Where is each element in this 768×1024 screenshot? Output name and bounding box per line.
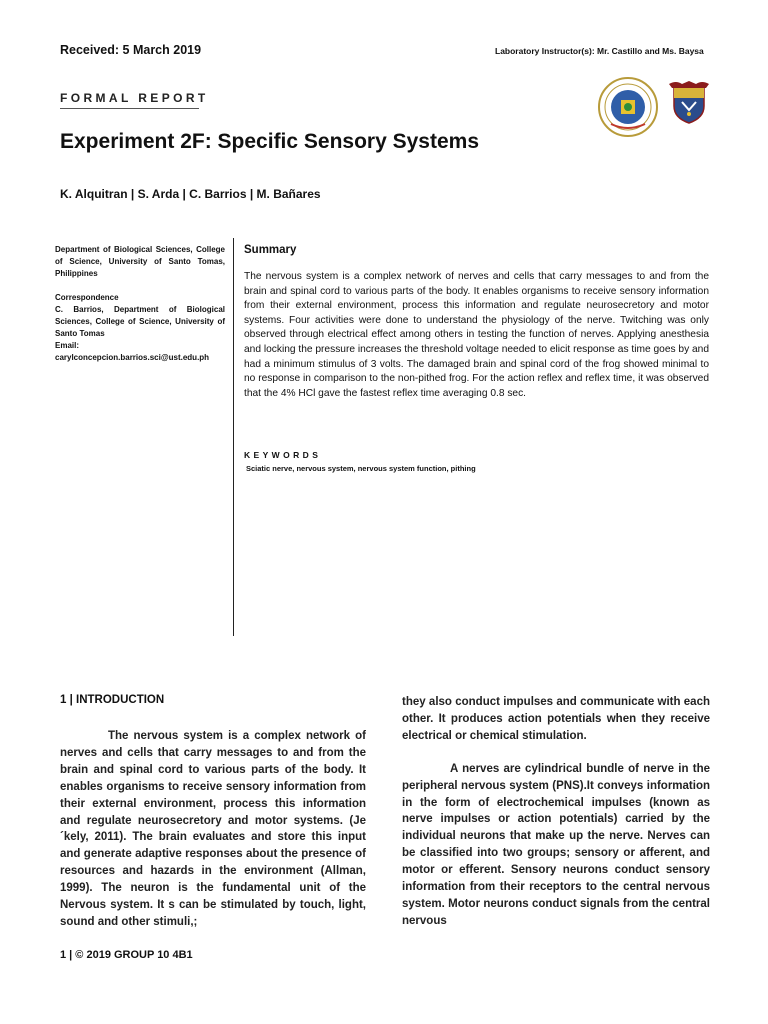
laboratory-instructors: Laboratory Instructor(s): Mr. Castillo and Ms. Baysa (495, 46, 704, 56)
report-label-underline (60, 108, 199, 109)
affiliation-block (55, 244, 225, 364)
summary-heading: Summary (244, 244, 297, 256)
university-seal-logo (597, 76, 659, 138)
report-type-label: FORMAL REPORT (60, 91, 209, 105)
received-date: Received: 5 March 2019 (60, 43, 202, 57)
introduction-paragraph-2: A nerves are cylindrical bundle of nerve in the peripheral nervous system (PNS).It conveys information in the form of electrochemical impulses (known as nerve impulses or action potentials) carried by the individual neurons that make up the nerve. Nerves can be classified into two groups; sensory or afferent, and motor or efferent. Sensory neurons conduct sensory information from their receptors to the central nervous system. Motor neurons conduct signals from the central nervous (402, 762, 710, 927)
paper-title: Experiment 2F: Specific Sensory Systems (60, 130, 480, 153)
introduction-heading: 1 | INTRODUCTION (60, 694, 165, 706)
correspondence-text: C. Barrios, Department of Biological Sciences, College of Science, University of Santo Tomas (55, 305, 225, 338)
department-affiliation: Department of Biological Sciences, College of Science, University of Santo Tomas, Philippines (55, 245, 225, 278)
keywords-list: Sciatic nerve, nervous system, nervous system function, pithing (246, 464, 476, 473)
author-list: K. Alquitran | S. Arda | C. Barrios | M. Bañares (60, 187, 321, 201)
right-column (402, 694, 710, 930)
email-label: Email: (55, 341, 80, 350)
left-column (60, 728, 366, 931)
keywords-heading: KEYWORDS (244, 450, 322, 460)
correspondence-label: Correspondence (55, 293, 119, 302)
summary-text: The nervous system is a complex network of nerves and cells that carry messages to and from the brain and spinal cord to various parts of the body. It enables organisms to receive sensory information from their external environment, process this information and regulate neurosecretory and motor systems. Four activities were done to understand the physiology of the nerve. Twitching was only observed through electrical effect among others in testing the function of nerves. Applying anesthesia and locking the pressure increases the threshold voltage needed to elicit response as time goes by and had a minimum stimulus of 3 volts. The damaged brain and spinal cord of the frog showed minimal to no response in comparison to the non-pithed frog. For the action reflex and reflex time, it was observed that the 4% HCl gave the fastest reflex time averaging 0.8 sec. (244, 271, 709, 399)
introduction-paragraph-1-continued: they also conduct impulses and communicate with each other. It produces action potentials when they receive electrical or chemical stimulation. (402, 696, 710, 742)
email-address: carylconcepcion.barrios.sci@ust.edu.ph (55, 353, 210, 362)
page-footer: 1 | © 2019 GROUP 10 4B1 (60, 949, 193, 961)
column-divider (233, 238, 234, 636)
introduction-paragraph-1: The nervous system is a complex network of nerves and cells that carry messages to and from the brain and spinal cord to various parts of the body. It enables organisms to receive sensory information from their external environment, process this information and regulate neurosecretory and motor systems. (Je´kely, 2011). The brain evaluates and store this input and generate adaptive responses about the presence of resources and hazards in the environment (Allman, 1999). The neuron is the fundamental unit of the Nervous system. It s can be stimulated by touch, light, sound and other stimuli,; (60, 730, 366, 928)
college-shield-logo (664, 78, 714, 124)
